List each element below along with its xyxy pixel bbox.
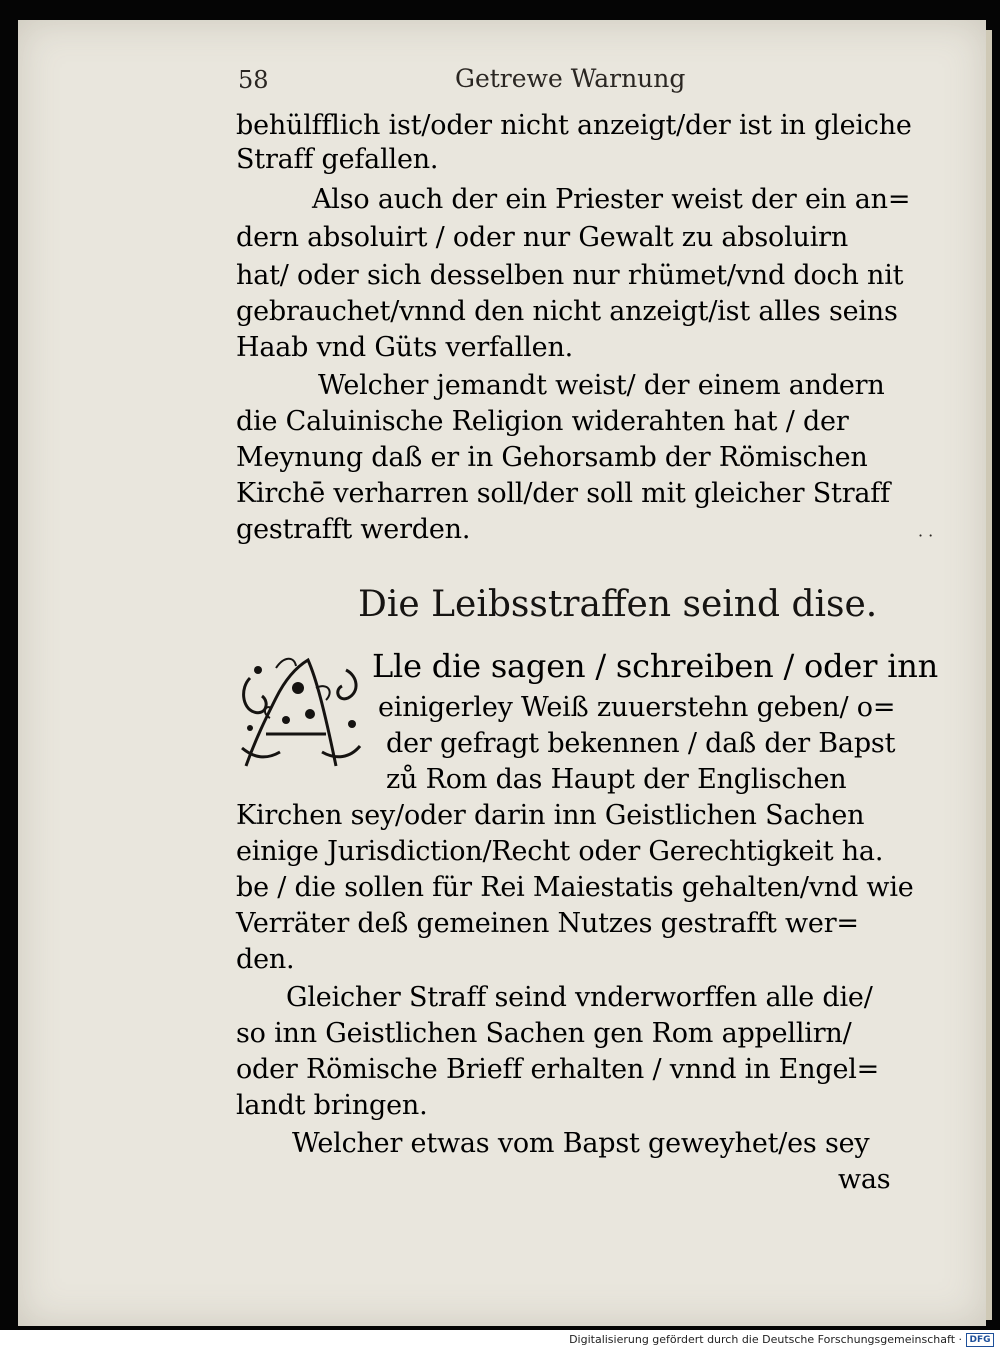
- text-line: Haab vnd Güts verfallen.: [236, 332, 574, 363]
- text-line: Kirchē verharren soll/der soll mit gleicher Straff: [236, 478, 890, 509]
- text-line: gestrafft werden.: [236, 514, 471, 545]
- text-line: Lle die sagen / schreiben / oder inn: [372, 647, 939, 685]
- text-line: behülfflich ist/oder nicht anzeigt/der ist in gleiche: [236, 110, 912, 141]
- text-line: einigerley Weiß zuuerstehn geben/ o=: [378, 692, 896, 723]
- text-line: Gleicher Straff seind vnderworffen alle die/: [286, 982, 873, 1013]
- page-number: 58: [238, 66, 269, 94]
- text-line: der gefragt bekennen / daß der Bapst: [386, 728, 896, 759]
- page-edge: [986, 30, 992, 1320]
- text-line: landt bringen.: [236, 1090, 428, 1121]
- text-line: gebrauchet/vnnd den nicht anzeigt/ist alles seins: [236, 296, 898, 327]
- running-head: Getrewe Warnung: [455, 64, 686, 93]
- text-line: zů Rom das Haupt der Englischen: [386, 764, 847, 795]
- text-line: Welcher jemandt weist/ der einem andern: [318, 370, 885, 401]
- text-line: be / die sollen für Rei Maiestatis gehalten/vnd wie: [236, 872, 914, 903]
- text-line: Also auch der ein Priester weist der ein an=: [312, 184, 911, 215]
- footer-credit: Digitalisierung gefördert durch die Deutsche Forschungsgemeinschaft ·: [569, 1333, 962, 1346]
- text-line: Meynung daß er in Gehorsamb der Römischen: [236, 442, 868, 473]
- text-line: die Caluinische Religion widerahten hat / der: [236, 406, 849, 437]
- decorated-initial-a-icon: [236, 648, 366, 776]
- text-line: hat/ oder sich desselben nur rhümet/vnd doch nit: [236, 260, 904, 291]
- text-line: dern absoluirt / oder nur Gewalt zu absoluirn: [236, 222, 849, 253]
- text-line: oder Römische Brieff erhalten / vnnd in Engel=: [236, 1054, 880, 1085]
- text-line: Straff gefallen.: [236, 144, 439, 175]
- section-heading: Die Leibsstraffen seind dise.: [358, 584, 878, 625]
- dfg-logo-icon: DFG: [966, 1333, 994, 1347]
- ink-dots: · ·: [918, 526, 934, 545]
- text-line: Verräter deß gemeinen Nutzes gestrafft wer=: [236, 908, 859, 939]
- text-line: Kirchen sey/oder darin inn Geistlichen Sachen: [236, 800, 865, 831]
- text-line: Welcher etwas vom Bapst geweyhet/es sey: [292, 1128, 870, 1159]
- text-line: einige Jurisdiction/Recht oder Gerechtigkeit ha.: [236, 836, 884, 867]
- footer-bar: [0, 1330, 1000, 1351]
- catchword: was: [838, 1164, 891, 1195]
- text-line: so inn Geistlichen Sachen gen Rom appellirn/: [236, 1018, 852, 1049]
- text-line: den.: [236, 944, 295, 975]
